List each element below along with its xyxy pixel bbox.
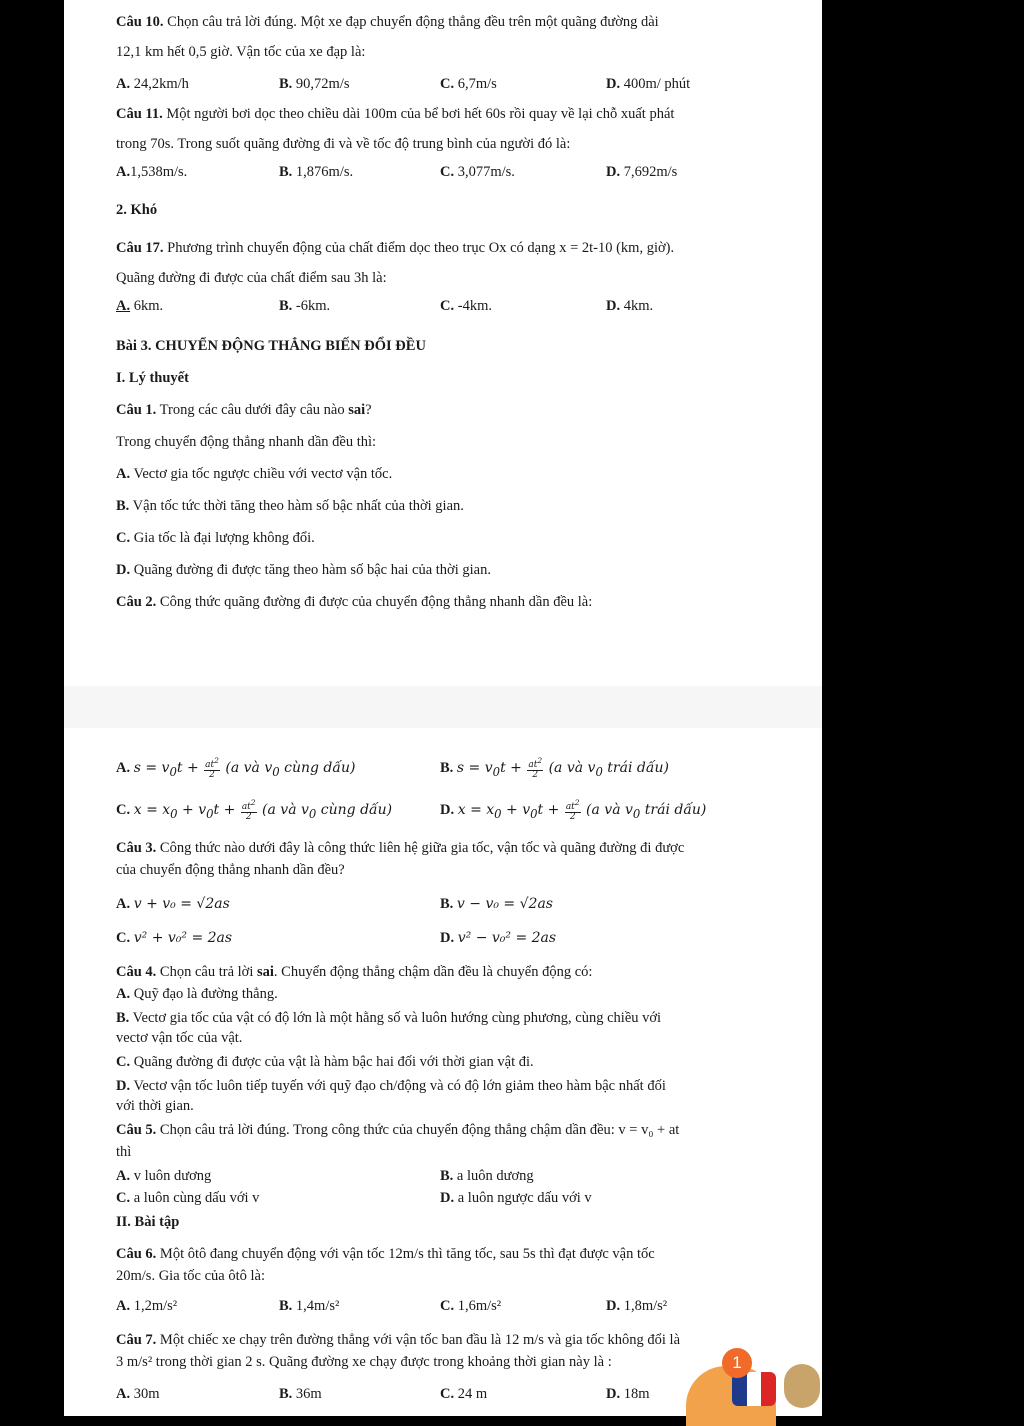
q10-option-c[interactable]: C. 6,7m/s (440, 76, 497, 92)
q11-option-c[interactable]: C. 3,077m/s. (440, 164, 515, 180)
notification-badge[interactable]: 1 (722, 1348, 752, 1378)
page-bottom (64, 728, 822, 1416)
q5-option-a[interactable]: A. v luôn dương (116, 1168, 212, 1184)
q2-option-c[interactable]: C. $x = x_0 + v_0t$ + $\frac{at^2}{2}$ (a và $v_0$ cùng dấu) (116, 798, 393, 822)
page-top (64, 0, 822, 686)
q4-option-d[interactable]: D. Vectơ vận tốc luôn tiếp tuyến với quỹ đạo ch/động và có độ lớn giảm theo hàm bậc nhất đối (116, 1078, 666, 1094)
q7-option-a[interactable]: A. 30m (116, 1386, 160, 1402)
q10-option-a[interactable]: A. 24,2km/h (116, 76, 189, 92)
q5-line1: Câu 5. Chọn câu trả lời đúng. Trong công thức của chuyển động thẳng chậm dần đều: v = v₀ + at (116, 1122, 680, 1138)
q5-line2: thì (116, 1144, 132, 1160)
q17-option-b[interactable]: B. -6km. (279, 298, 331, 314)
q7-line1: Câu 7. Một chiếc xe chạy trên đường thẳng với vận tốc ban đầu là 12 m/s và gia tốc không đổi là (116, 1332, 681, 1348)
lesson-title: Bài 3. CHUYỂN ĐỘNG THẲNG BIẾN ĐỔI ĐỀU (116, 338, 426, 354)
q5-option-b[interactable]: B. a luôn dương (440, 1168, 534, 1184)
q17-line2: Quãng đường đi được của chất điểm sau 3h là: (116, 270, 387, 286)
q1-line2: Trong chuyển động thẳng nhanh dần đều thì: (116, 434, 377, 450)
q10-line1: Câu 10. Chọn câu trả lời đúng. Một xe đạp chuyển động thẳng đều trên một quãng đường dài (116, 14, 659, 30)
q7-option-b[interactable]: B. 36m (279, 1386, 322, 1402)
q17-line1: Câu 17. Phương trình chuyển động của chất điểm dọc theo trục Ox có dạng x = 2t-10 (km, giờ). (116, 240, 675, 256)
q6-line1: Câu 6. Một ôtô đang chuyển động với vận tốc 12m/s thì tăng tốc, sau 5s thì đạt được vận tốc (116, 1246, 655, 1262)
q11-line2: trong 70s. Trong suốt quãng đường đi và về tốc độ trung bình của người đó là: (116, 136, 571, 152)
q1-line1: Câu 1. Trong các câu dưới đây câu nào sai? (116, 402, 372, 418)
q4-option-c[interactable]: C. Quãng đường đi được của vật là hàm bậc hai đối với thời gian vật đi. (116, 1054, 534, 1070)
q10-line2: 12,1 km hết 0,5 giờ. Vận tốc của xe đạp là: (116, 44, 366, 60)
q11-option-a[interactable]: A.1,538m/s. (116, 164, 188, 180)
page-gap (64, 686, 822, 728)
theory-heading: I. Lý thuyết (116, 370, 189, 386)
q3-option-a[interactable]: A. v + v₀ = √2as (116, 896, 230, 912)
flag-stripe (747, 1372, 762, 1406)
q6-option-b[interactable]: B. 1,4m/s² (279, 1298, 340, 1314)
q6-option-c[interactable]: C. 1,6m/s² (440, 1298, 502, 1314)
q3-line2: của chuyển động thẳng nhanh dần đều? (116, 862, 345, 878)
q2-option-d[interactable]: D. $x = x_0 + v_0t$ + $\frac{at^2}{2}$ (a và $v_0$ trái dấu) (440, 798, 707, 822)
q10-option-b[interactable]: B. 90,72m/s (279, 76, 350, 92)
q3-option-d[interactable]: D. v² − v₀² = 2as (440, 930, 557, 946)
q6-line2: 20m/s. Gia tốc của ôtô là: (116, 1268, 265, 1284)
q1-option-d[interactable]: D. Quãng đường đi được tăng theo hàm số bậc hai của thời gian. (116, 562, 491, 578)
exercise-heading: II. Bài tập (116, 1214, 180, 1230)
document-page (64, 0, 822, 1416)
q17-option-d[interactable]: D. 4km. (606, 298, 654, 314)
q11-line1: Câu 11. Một người bơi dọc theo chiều dài 100m của bể bơi hết 60s rồi quay về lại chỗ xuất phát (116, 106, 675, 122)
q4-option-d-cont: với thời gian. (116, 1098, 194, 1114)
q4-option-a[interactable]: A. Quỹ đạo là đường thẳng. (116, 986, 278, 1002)
q2-line1: Câu 2. Công thức quãng đường đi được của chuyển động thẳng nhanh dần đều là: (116, 594, 593, 610)
q4-option-b[interactable]: B. Vectơ gia tốc của vật có độ lớn là một hằng số và luôn hướng cùng phương, cùng chiều với (116, 1010, 662, 1026)
q3-option-c[interactable]: C. v² + v₀² = 2as (116, 930, 233, 946)
q7-option-d[interactable]: D. 18m (606, 1386, 650, 1402)
q7-line2: 3 m/s² trong thời gian 2 s. Quãng đường xe chạy được trong khoảng thời gian này là : (116, 1354, 612, 1370)
q4-line1: Câu 4. Chọn câu trả lời sai. Chuyển động thẳng chậm dần đều là chuyển động có: (116, 964, 593, 980)
q10-option-d[interactable]: D. 400m/ phút (606, 76, 691, 92)
q17-option-a[interactable]: A. 6km. (116, 298, 164, 314)
q6-option-d[interactable]: D. 1,8m/s² (606, 1298, 668, 1314)
q17-option-c[interactable]: C. -4km. (440, 298, 492, 314)
q2-option-b[interactable]: B. $s = v_0t$ + $\frac{at^2}{2}$ (a và $v_0$ trái dấu) (440, 756, 669, 780)
q2-option-a[interactable]: A. $s = v_0t$ + $\frac{at^2}{2}$ (a và $v_0$ cùng dấu) (116, 756, 356, 780)
q5-option-d[interactable]: D. a luôn ngược dấu với v (440, 1190, 592, 1206)
q7-option-c[interactable]: C. 24 m (440, 1386, 488, 1402)
q3-option-b[interactable]: B. v − v₀ = √2as (440, 896, 553, 912)
q3-line1: Câu 3. Công thức nào dưới đây là công thức liên hệ giữa gia tốc, vận tốc và quãng đường đi được (116, 840, 685, 856)
q6-option-a[interactable]: A. 1,2m/s² (116, 1298, 178, 1314)
q4-option-b-cont: vectơ vận tốc của vật. (116, 1030, 243, 1046)
q11-option-b[interactable]: B. 1,876m/s. (279, 164, 354, 180)
section-kho: 2. Khó (116, 202, 158, 218)
q1-option-b[interactable]: B. Vận tốc tức thời tăng theo hàm số bậc nhất của thời gian. (116, 498, 464, 514)
q1-option-c[interactable]: C. Gia tốc là đại lượng không đổi. (116, 530, 315, 546)
q5-option-c[interactable]: C. a luôn cùng dấu với v (116, 1190, 260, 1206)
q11-option-d[interactable]: D. 7,692m/s (606, 164, 678, 180)
avatar[interactable] (784, 1364, 820, 1408)
q1-option-a[interactable]: A. Vectơ gia tốc ngược chiều với vectơ vận tốc. (116, 466, 393, 482)
flag-stripe (761, 1372, 776, 1406)
